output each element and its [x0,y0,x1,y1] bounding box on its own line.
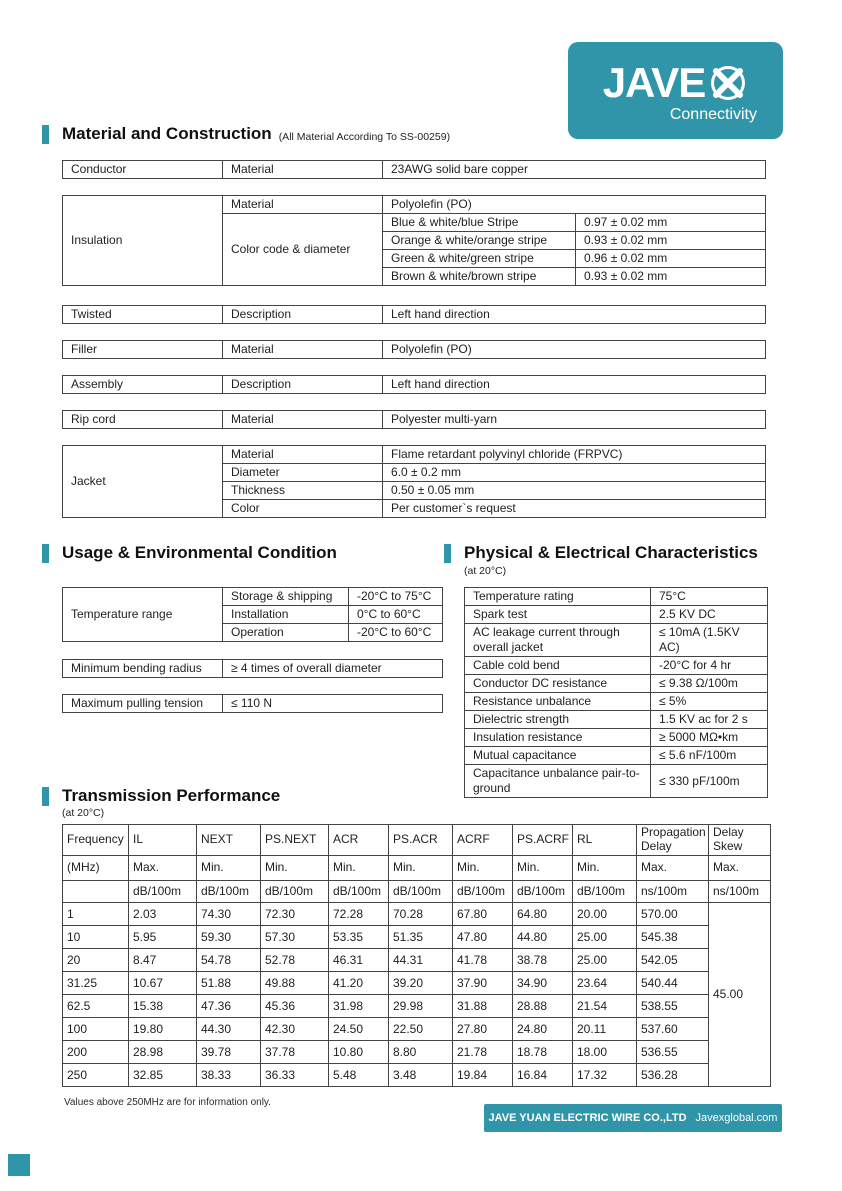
physical-electrical-table [464,587,768,798]
attribute-label: Material [223,196,383,214]
transmission-unit-header: dB/100m [261,881,329,903]
component-name: Temperature range [63,588,223,642]
transmission-unit-header: ns/100m [709,881,771,903]
section-title: Usage & Environmental Condition [62,543,337,562]
component-name: Twisted [63,306,223,324]
value-cell: 18.00 [573,1041,637,1064]
table-row [63,196,766,214]
transmission-subheader: Max. [709,856,771,881]
transmission-subheader: Min. [513,856,573,881]
transmission-data-row [63,995,771,1018]
attribute-label: Conductor DC resistance [465,675,651,693]
usage-section-heading [42,543,337,563]
table-row [465,624,768,657]
value-cell: 34.90 [513,972,573,995]
attribute-value: Flame retardant polyvinyl chloride (FRPVC) [383,446,766,464]
attribute-label: Temperature rating [465,588,651,606]
value-cell: 38.33 [197,1064,261,1087]
value-cell: 2.03 [129,903,197,926]
attribute-label: Diameter [223,464,383,482]
component-name: Insulation [63,196,223,286]
value-cell: 18.78 [513,1041,573,1064]
color-name: Orange & white/orange stripe [383,232,576,250]
table-row [465,747,768,765]
transmission-subheader: Max. [637,856,709,881]
attribute-value: Per customer`s request [383,500,766,518]
value-cell: 44.31 [389,949,453,972]
attribute-value: -20°C to 75°C [349,588,443,606]
value-cell: 16.84 [513,1064,573,1087]
table-row [63,660,443,678]
attribute-label: Mutual capacitance [465,747,651,765]
color-name: Green & white/green stripe [383,250,576,268]
value-cell: 28.98 [129,1041,197,1064]
color-name: Brown & white/brown stripe [383,268,576,286]
frequency-cell: 200 [63,1041,129,1064]
footer-website: Javexglobal.com [695,1112,778,1124]
value-cell: 28.88 [513,995,573,1018]
attribute-label: Maximum pulling tension [63,695,223,713]
frequency-cell: 250 [63,1064,129,1087]
transmission-header-row [63,881,771,903]
table-row [63,376,766,394]
value-cell: 19.80 [129,1018,197,1041]
transmission-unit-header: dB/100m [197,881,261,903]
value-cell: 21.54 [573,995,637,1018]
attribute-label: Material [223,161,383,179]
attribute-label: Operation [223,624,349,642]
attribute-value: 1.5 KV ac for 2 s [651,711,768,729]
value-cell: 21.78 [453,1041,513,1064]
transmission-subheader: Min. [261,856,329,881]
value-cell: 538.55 [637,995,709,1018]
transmission-data-row [63,1041,771,1064]
value-cell: 72.28 [329,903,389,926]
footer-company-name: JAVE YUAN ELECTRIC WIRE CO.,LTD [488,1112,687,1124]
value-cell: 67.80 [453,903,513,926]
transmission-unit-header [63,881,129,903]
transmission-header-row [63,856,771,881]
value-cell: 42.30 [261,1018,329,1041]
value-cell: 17.32 [573,1064,637,1087]
transmission-unit-header: dB/100m [453,881,513,903]
value-cell: 24.50 [329,1018,389,1041]
value-cell: 3.48 [389,1064,453,1087]
physical-section-heading [444,543,758,563]
transmission-unit-header: dB/100m [513,881,573,903]
attribute-value: ≤ 330 pF/100m [651,765,768,798]
attribute-label: Material [223,341,383,359]
transmission-unit-header: dB/100m [389,881,453,903]
value-cell: 52.78 [261,949,329,972]
attribute-label: Dielectric strength [465,711,651,729]
value-cell: 45.36 [261,995,329,1018]
attribute-label: AC leakage current through overall jacket [465,624,651,657]
transmission-data-row [63,1018,771,1041]
value-cell: 540.44 [637,972,709,995]
value-cell: 22.50 [389,1018,453,1041]
component-name: Conductor [63,161,223,179]
transmission-data-row [63,1064,771,1087]
value-cell: 20.00 [573,903,637,926]
transmission-unit-header: dB/100m [573,881,637,903]
value-cell: 536.55 [637,1041,709,1064]
attribute-value: ≤ 5.6 nF/100m [651,747,768,765]
section-title: Material and Construction [62,124,272,143]
transmission-subheader: Min. [573,856,637,881]
attribute-label: Resistance unbalance [465,693,651,711]
value-cell: 8.80 [389,1041,453,1064]
heading-accent-bar [42,544,49,563]
frequency-cell: 10 [63,926,129,949]
value-cell: 39.20 [389,972,453,995]
temperature-range-table [62,587,443,642]
transmission-subheader: Min. [389,856,453,881]
component-name: Assembly [63,376,223,394]
attribute-label: Material [223,411,383,429]
table-row [465,657,768,675]
attribute-label: Installation [223,606,349,624]
value-cell: 8.47 [129,949,197,972]
brand-tagline: Connectivity [669,105,757,123]
brand-wordmark-text: JAVE [602,58,706,106]
attribute-value: 6.0 ± 0.2 mm [383,464,766,482]
value-cell: 57.30 [261,926,329,949]
transmission-section-heading [42,786,280,806]
attribute-value: 0°C to 60°C [349,606,443,624]
attribute-value: Left hand direction [383,376,766,394]
attribute-value: Polyester multi-yarn [383,411,766,429]
value-cell: 49.88 [261,972,329,995]
assembly-table [62,375,766,394]
attribute-value: ≥ 4 times of overall diameter [223,660,443,678]
attribute-value: -20°C to 60°C [349,624,443,642]
transmission-column-header: ACR [329,825,389,856]
conductor-table [62,160,766,179]
value-cell: 5.95 [129,926,197,949]
table-footnote: Values above 250MHz are for information only. [64,1097,271,1108]
transmission-subheader: Min. [197,856,261,881]
value-cell: 542.05 [637,949,709,972]
frequency-cell: 62.5 [63,995,129,1018]
component-name: Rip cord [63,411,223,429]
transmission-subheader: Min. [453,856,513,881]
frequency-cell: 100 [63,1018,129,1041]
table-row [465,588,768,606]
transmission-column-header: Propagation Delay [637,825,709,856]
ripcord-table [62,410,766,429]
value-cell: 44.80 [513,926,573,949]
attribute-value: ≤ 110 N [223,695,443,713]
frequency-cell: 31.25 [63,972,129,995]
heading-accent-bar [42,787,49,806]
color-diameter: 0.96 ± 0.02 mm [576,250,766,268]
corner-accent-square [8,1154,30,1176]
value-cell: 5.48 [329,1064,389,1087]
attribute-value: ≤ 5% [651,693,768,711]
brand-wordmark [568,58,783,106]
value-cell: 47.36 [197,995,261,1018]
value-cell: 53.35 [329,926,389,949]
x-in-circle-icon [708,63,748,103]
component-name: Filler [63,341,223,359]
value-cell: 41.78 [453,949,513,972]
transmission-unit-header: dB/100m [329,881,389,903]
insulation-table [62,195,766,286]
transmission-table-header [63,825,771,903]
attribute-label: Capacitance unbalance pair-to-ground [465,765,651,798]
attribute-value: ≥ 5000 MΩ•km [651,729,768,747]
filler-table [62,340,766,359]
value-cell: 536.28 [637,1064,709,1087]
attribute-value: 23AWG solid bare copper [383,161,766,179]
value-cell: 51.35 [389,926,453,949]
value-cell: 72.30 [261,903,329,926]
attribute-value: Polyolefin (PO) [383,341,766,359]
transmission-column-header: PS.ACR [389,825,453,856]
value-cell: 51.88 [197,972,261,995]
attribute-label: Cable cold bend [465,657,651,675]
attribute-value: 2.5 KV DC [651,606,768,624]
transmission-column-header: PS.NEXT [261,825,329,856]
transmission-subheader: (MHz) [63,856,129,881]
transmission-unit-header: ns/100m [637,881,709,903]
table-row [63,306,766,324]
value-cell: 36.33 [261,1064,329,1087]
transmission-column-header: RL [573,825,637,856]
transmission-column-header: IL [129,825,197,856]
attribute-value: ≤ 10mA (1.5KV AC) [651,624,768,657]
value-cell: 31.98 [329,995,389,1018]
value-cell: 32.85 [129,1064,197,1087]
table-row [63,695,443,713]
table-row [465,711,768,729]
value-cell: 70.28 [389,903,453,926]
attribute-value: -20°C for 4 hr [651,657,768,675]
attribute-label: Description [223,306,383,324]
attribute-label: Storage & shipping [223,588,349,606]
twisted-table [62,305,766,324]
value-cell: 19.84 [453,1064,513,1087]
value-cell: 15.38 [129,995,197,1018]
delay-skew-cell: 45.00 [709,903,771,1087]
value-cell: 37.90 [453,972,513,995]
value-cell: 37.78 [261,1041,329,1064]
table-row [63,411,766,429]
value-cell: 31.88 [453,995,513,1018]
attribute-label: Thickness [223,482,383,500]
table-row [465,606,768,624]
color-name: Blue & white/blue Stripe [383,214,576,232]
value-cell: 24.80 [513,1018,573,1041]
transmission-unit-header: dB/100m [129,881,197,903]
value-cell: 570.00 [637,903,709,926]
value-cell: 39.78 [197,1041,261,1064]
heading-accent-bar [42,125,49,144]
attribute-label: Insulation resistance [465,729,651,747]
transmission-subheader: Max. [129,856,197,881]
transmission-table-body [63,903,771,1087]
attribute-label: Color [223,500,383,518]
attribute-label: Minimum bending radius [63,660,223,678]
transmission-column-header: Frequency [63,825,129,856]
value-cell: 23.64 [573,972,637,995]
value-cell: 59.30 [197,926,261,949]
section-title: Physical & Electrical Characteristics [464,543,758,562]
value-cell: 64.80 [513,903,573,926]
value-cell: 46.31 [329,949,389,972]
transmission-data-row [63,926,771,949]
color-diameter: 0.97 ± 0.02 mm [576,214,766,232]
table-row [63,446,766,464]
brand-logo [568,42,783,139]
value-cell: 27.80 [453,1018,513,1041]
attribute-value: 75°C [651,588,768,606]
attribute-label: Color code & diameter [223,214,383,286]
component-name: Jacket [63,446,223,518]
material-section-heading [42,124,450,144]
value-cell: 25.00 [573,949,637,972]
value-cell: 25.00 [573,926,637,949]
table-row [465,765,768,798]
value-cell: 537.60 [637,1018,709,1041]
value-cell: 47.80 [453,926,513,949]
value-cell: 10.67 [129,972,197,995]
attribute-label: Description [223,376,383,394]
frequency-cell: 20 [63,949,129,972]
transmission-column-header: NEXT [197,825,261,856]
transmission-column-header: Delay Skew [709,825,771,856]
value-cell: 41.20 [329,972,389,995]
attribute-label: Material [223,446,383,464]
footer-banner [484,1104,782,1132]
attribute-value: Polyolefin (PO) [383,196,766,214]
value-cell: 38.78 [513,949,573,972]
color-diameter: 0.93 ± 0.02 mm [576,268,766,286]
table-row [63,161,766,179]
value-cell: 74.30 [197,903,261,926]
bending-radius-table [62,659,443,678]
attribute-value: Left hand direction [383,306,766,324]
transmission-data-row [63,949,771,972]
table-row [465,675,768,693]
section-subtitle: (at 20°C) [62,807,105,819]
value-cell: 20.11 [573,1018,637,1041]
table-row [63,341,766,359]
transmission-data-row [63,972,771,995]
heading-accent-bar [444,544,451,563]
section-title: Transmission Performance [62,786,281,805]
section-subtitle: (at 20°C) [464,565,507,577]
value-cell: 29.98 [389,995,453,1018]
color-diameter: 0.93 ± 0.02 mm [576,232,766,250]
value-cell: 54.78 [197,949,261,972]
transmission-column-header: ACRF [453,825,513,856]
transmission-column-header: PS.ACRF [513,825,573,856]
value-cell: 545.38 [637,926,709,949]
frequency-cell: 1 [63,903,129,926]
transmission-data-row [63,903,771,926]
attribute-value: 0.50 ± 0.05 mm [383,482,766,500]
transmission-subheader: Min. [329,856,389,881]
table-row [465,693,768,711]
value-cell: 44.30 [197,1018,261,1041]
transmission-performance-table [62,824,771,1087]
value-cell: 10.80 [329,1041,389,1064]
table-row [465,729,768,747]
attribute-label: Spark test [465,606,651,624]
jacket-table [62,445,766,518]
attribute-value: ≤ 9.38 Ω/100m [651,675,768,693]
transmission-header-row [63,825,771,856]
table-row [63,588,443,606]
pulling-tension-table [62,694,443,713]
section-subtitle: (All Material According To SS-00259) [278,131,451,143]
